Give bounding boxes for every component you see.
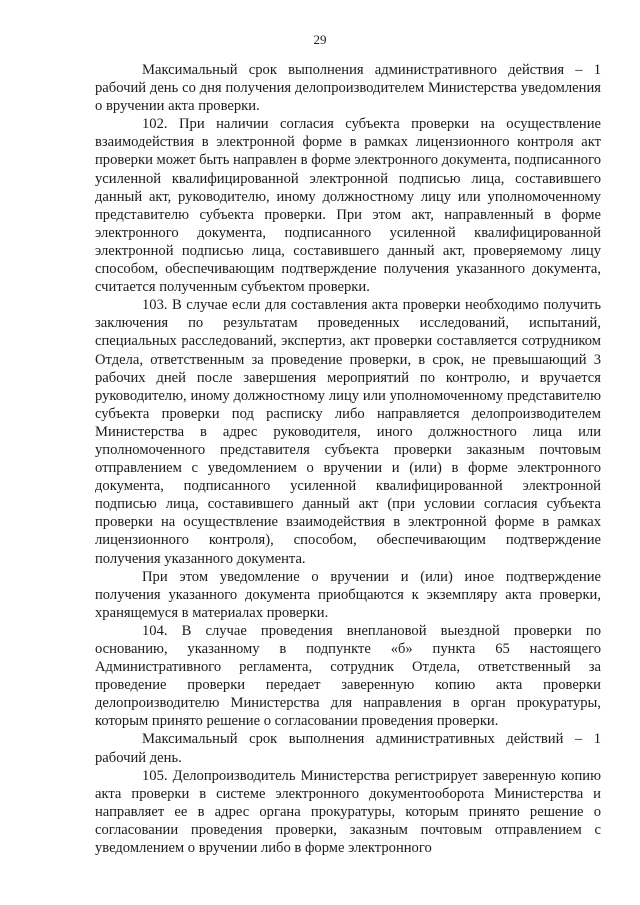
paragraph-deadline-1: Максимальный срок выполнения административного действия – 1 рабочий день со дня получения делопроизводителем Министерства уведомления о вручении акта проверки.	[95, 62, 601, 115]
paragraph-deadline-2: Максимальный срок выполнения административных действий – 1 рабочий день.	[95, 731, 601, 766]
document-body	[95, 61, 601, 857]
paragraph-103: 103. В случае если для составления акта проверки необходимо получить заключения по результатам проведенных исследований, испытаний, специальных расследований, экспертиз, акт проверки составляется сотрудником Отдела, ответственным за проведение проверки, в срок, не превышающий 3 рабочих дней после завершения мероприятий по контролю, и вручается руководителю, иному должностному лицу или уполномоченному представителю субъекта проверки под расписку либо направляется делопроизводителем Министерства в адрес руководителя, иного должностного лица или уполномоченного представителя субъекта проверки заказным почтовым отправлением с уведомлением о вручении и (или) в форме электронного документа, подписанного усиленной квалифицированной электронной подписью лица, составившего данный акт (при условии согласия субъекта проверки на осуществление взаимодействия в электронной форме в рамках лицензионного контроля), способом, обеспечивающим подтверждение получения указанного документа.	[95, 297, 601, 567]
paragraph-notice: При этом уведомление о вручении и (или) иное подтверждение получения указанного документа приобщаются к экземпляру акта проверки, хранящемуся в материалах проверки.	[95, 568, 601, 621]
paragraph-105: 105. Делопроизводитель Министерства регистрирует заверенную копию акта проверки в системе электронного документооборота Министерства и направляет ее в адрес органа прокуратуры, которым принято решение о согласовании проведения проверки, заказным почтовым отправлением с уведомлением о вручении либо в форме электронного	[95, 767, 601, 857]
page-number: 29	[313, 32, 327, 47]
paragraph-102: 102. При наличии согласия субъекта проверки на осуществление взаимодействия в электронной форме в рамках лицензионного контроля акт проверки может быть направлен в форме электронного документа, подписанного усиленной квалифицированной электронной подписью лица, составившего данный акт, руководителю, иному должностному лицу или уполномоченному представителю субъекта проверки. При этом акт, направленный в форме электронного документа, подписанного усиленной квалифицированной электронной подписью лица, составившего данный акт, проверяемому лицу способом, обеспечивающим подтверждение получения указанного документа, считается полученным субъектом проверки.	[95, 116, 601, 296]
paragraph-104: 104. В случае проведения внеплановой выездной проверки по основанию, указанному в подпункте «б» пункта 65 настоящего Административного регламента, сотрудник Отдела, ответственный за проведение проверки передает заверенную копию акта проверки делопроизводителю Министерства для направления в орган прокуратуры, которым принято решение о согласовании проведения проверки.	[95, 622, 601, 730]
